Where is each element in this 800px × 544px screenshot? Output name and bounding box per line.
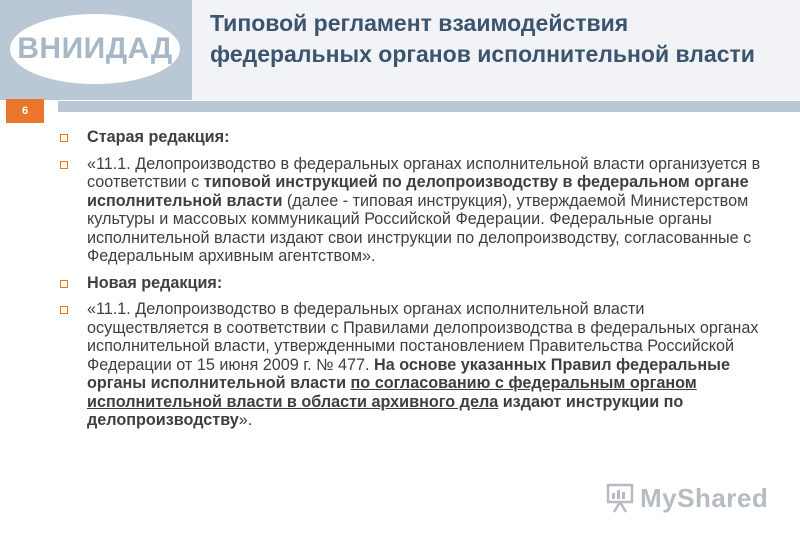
slide-number: 6 bbox=[6, 99, 44, 123]
list-item bbox=[60, 300, 770, 430]
square-bullet-icon bbox=[60, 306, 68, 314]
watermark bbox=[606, 480, 776, 516]
old-version-heading: Старая редакция: bbox=[87, 128, 230, 146]
new-text-part: «11.1. Делопроизводство в федеральных органах исполнительной власти осуществляется в соответствии с Правилами делопроизводства в федеральных органах исполнительной власти, утвержденными постановлением Правительства Российской Федерации от 15 июня 2009 г. № 477. bbox=[87, 300, 759, 374]
new-text-bold: На основе указанных Правил федеральные органы исполнительной власти bbox=[87, 355, 730, 392]
list-item bbox=[60, 274, 770, 293]
old-text-bold: типовой инструкцией по делопроизводству в федеральном органе исполнительной власти bbox=[87, 173, 749, 210]
new-text-underlined: по согласованию с федеральным органом исполнительной власти в области архивного дела bbox=[87, 374, 697, 411]
new-text-end: ». bbox=[238, 411, 253, 429]
slide-title: Типовой регламент взаимодействия федеральных органов исполнительной власти bbox=[210, 10, 755, 67]
list-item bbox=[60, 155, 770, 266]
organization-logo: ВНИИДАД bbox=[17, 32, 173, 65]
title-divider bbox=[58, 101, 800, 112]
list-item bbox=[60, 128, 770, 147]
watermark-text: MyShared bbox=[640, 482, 769, 513]
new-version-heading: Новая редакция: bbox=[87, 273, 223, 292]
new-text-bold-end: издают инструкции по делопроизводству bbox=[87, 392, 684, 429]
square-bullet-icon bbox=[60, 280, 68, 288]
presentation-board-icon bbox=[606, 482, 634, 514]
square-bullet-icon bbox=[60, 161, 68, 169]
old-text-part: «11.1. Делопроизводство в федеральных органах исполнительной власти организуется в соответствии с bbox=[87, 154, 761, 191]
old-text-end: (далее - типовая инструкция), утверждаемой Министерством культуры и массовых коммуникаций Российской Федерации. Федеральные органы исполнительной власти издают свои инструкции по делопроизводству, согласованные с Федеральным архивным агентством». bbox=[87, 191, 752, 265]
square-bullet-icon bbox=[60, 134, 68, 142]
bullet-list bbox=[60, 128, 770, 438]
